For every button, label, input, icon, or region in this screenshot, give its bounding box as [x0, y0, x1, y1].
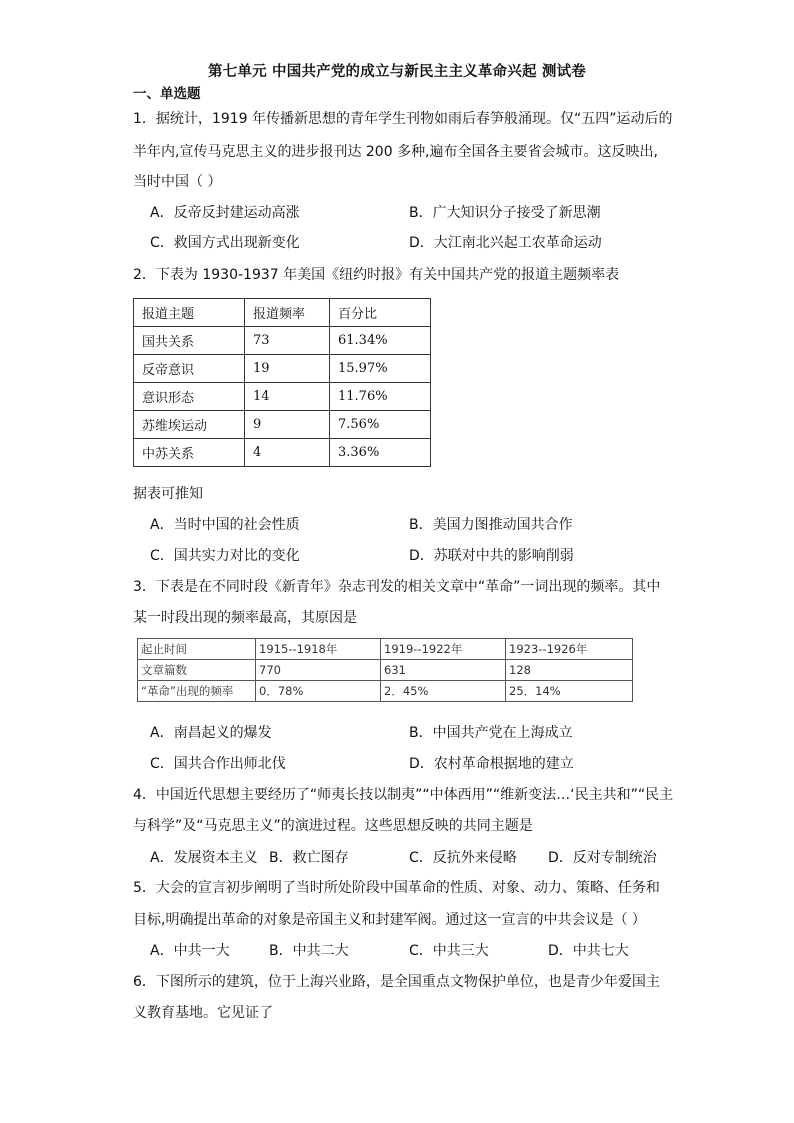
q3-frequency-table	[137, 638, 633, 702]
table-cell: “革命”出现的频率	[138, 681, 256, 702]
q2-option-b[interactable]: B．美国力图推动国共合作	[409, 517, 573, 533]
table-header-row	[138, 639, 633, 660]
table-cell: 14	[245, 383, 330, 411]
table-cell: 128	[506, 660, 633, 681]
table-row	[134, 383, 431, 411]
table-row	[134, 411, 431, 439]
q3-option-a[interactable]: A．南昌起义的爆发	[150, 725, 272, 741]
table-header-row	[134, 299, 431, 327]
table-cell: 2．45%	[381, 681, 506, 702]
table-cell: 1923--1926年	[506, 639, 633, 660]
q2-stem: 2．下表为 1930-1937 年美国《纽约时报》有关中国共产党的报道主题频率表	[133, 267, 620, 283]
q2-after-text: 据表可推知	[133, 486, 203, 502]
q2-frequency-table	[133, 298, 431, 467]
table-cell: 15.97%	[330, 355, 431, 383]
q5-stem-line: 5．大会的宣言初步阐明了当时所处阶段中国革命的性质、对象、动力、策略、任务和	[133, 880, 660, 896]
table-cell: 文章篇数	[138, 660, 256, 681]
q3-stem-line: 某一时段出现的频率最高，其原因是	[133, 610, 357, 626]
q2-option-a[interactable]: A．当时中国的社会性质	[150, 517, 300, 533]
table-cell: 1919--1922年	[381, 639, 506, 660]
table-cell: 反帝意识	[134, 355, 245, 383]
table-cell: 苏维埃运动	[134, 411, 245, 439]
table-cell: 1915--1918年	[256, 639, 381, 660]
table-cell: 报道频率	[245, 299, 330, 327]
q1-option-d[interactable]: D．大江南北兴起工农革命运动	[409, 235, 602, 251]
q1-option-b[interactable]: B．广大知识分子接受了新思潮	[409, 205, 601, 221]
q4-option-b[interactable]: B．救亡图存	[269, 850, 349, 866]
table-cell: 百分比	[330, 299, 431, 327]
q4-stem-line: 4．中国近代思想主要经历了“师夷长技以制夷”“中体西用”“维新变法…‘民主共和”“民主	[133, 787, 674, 803]
table-cell: 起止时间	[138, 639, 256, 660]
q6-stem-line: 义教育基地。它见证了	[133, 1005, 273, 1021]
table-row	[134, 327, 431, 355]
table-row	[138, 681, 633, 702]
page-title: 第七单元 中国共产党的成立与新民主主义革命兴起 测试卷	[208, 64, 586, 80]
q4-stem-line: 与科学”及“马克思主义”的演进过程。这些思想反映的共同主题是	[133, 818, 533, 834]
q5-option-b[interactable]: B．中共二大	[269, 943, 349, 959]
table-cell: 11.76%	[330, 383, 431, 411]
table-cell: 770	[256, 660, 381, 681]
table-cell: 国共关系	[134, 327, 245, 355]
q3-option-c[interactable]: C．国共合作出师北伐	[150, 756, 286, 772]
table-cell: 9	[245, 411, 330, 439]
table-row	[138, 660, 633, 681]
q5-option-d[interactable]: D．中共七大	[548, 943, 629, 959]
q2-option-c[interactable]: C．国共实力对比的变化	[150, 548, 300, 564]
q1-option-a[interactable]: A．反帝反封建运动高涨	[150, 205, 300, 221]
table-row	[134, 355, 431, 383]
section-heading: 一、单选题	[133, 86, 201, 102]
q5-stem-line: 目标,明确提出革命的对象是帝国主义和封建军阀。通过这一宣言的中共会议是（ ）	[133, 912, 646, 928]
table-cell: 4	[245, 439, 330, 467]
q6-stem-line: 6．下图所示的建筑，位于上海兴业路，是全国重点文物保护单位，也是青少年爱国主	[133, 974, 660, 990]
table-cell: 631	[381, 660, 506, 681]
table-cell: 意识形态	[134, 383, 245, 411]
q3-option-b[interactable]: B．中国共产党在上海成立	[409, 725, 573, 741]
q2-option-d[interactable]: D．苏联对中共的影响削弱	[409, 548, 574, 564]
table-cell: 0．78%	[256, 681, 381, 702]
q4-option-c[interactable]: C．反抗外来侵略	[409, 850, 517, 866]
q5-option-c[interactable]: C．中共三大	[409, 943, 489, 959]
table-cell: 7.56%	[330, 411, 431, 439]
q4-option-d[interactable]: D．反对专制统治	[548, 850, 657, 866]
table-cell: 19	[245, 355, 330, 383]
q1-stem-line: 半年内,宣传马克思主义的进步报刊达 200 多种,遍布全国各主要省会城市。这反映出,	[133, 144, 658, 160]
table-row	[134, 439, 431, 467]
q4-option-a[interactable]: A．发展资本主义	[150, 850, 258, 866]
q1-option-c[interactable]: C．救国方式出现新变化	[150, 235, 300, 251]
q1-stem-line: 1．据统计，1919 年传播新思想的青年学生刊物如雨后春笋般涌现。仅“五四”运动后的	[133, 111, 673, 127]
table-cell: 报道主题	[134, 299, 245, 327]
q5-option-a[interactable]: A．中共一大	[150, 943, 230, 959]
q3-option-d[interactable]: D．农村革命根据地的建立	[409, 756, 574, 772]
table-cell: 61.34%	[330, 327, 431, 355]
q3-stem-line: 3．下表是在不同时段《新青年》杂志刊发的相关文章中“革命”一词出现的频率。其中	[133, 579, 661, 595]
q1-stem-line: 当时中国（ ）	[133, 174, 222, 190]
table-cell: 中苏关系	[134, 439, 245, 467]
table-cell: 25．14%	[506, 681, 633, 702]
table-cell: 73	[245, 327, 330, 355]
table-cell: 3.36%	[330, 439, 431, 467]
